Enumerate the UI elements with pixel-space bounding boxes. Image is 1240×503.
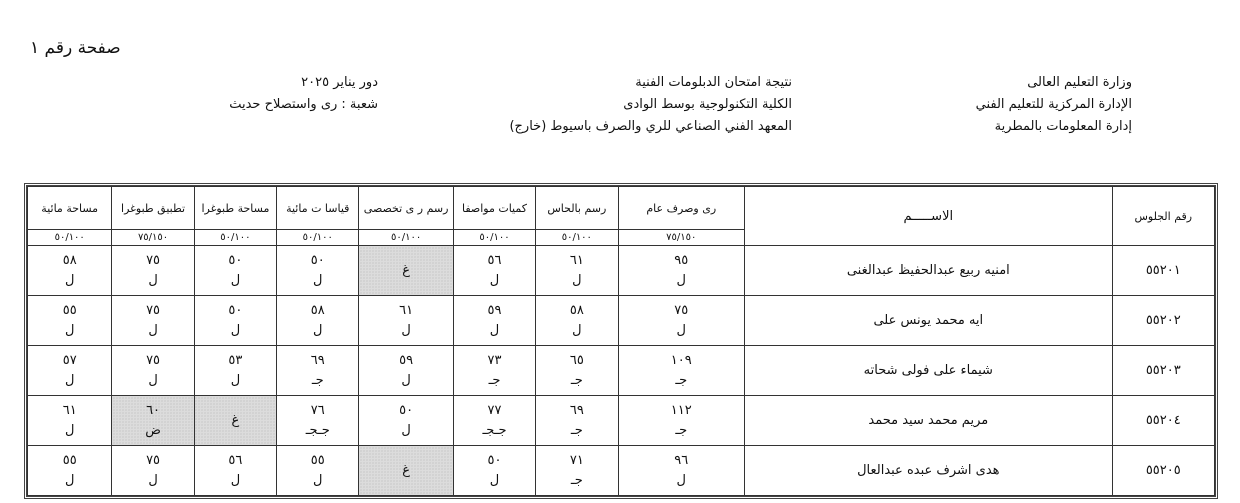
score-value: ١٠٩ bbox=[670, 352, 692, 368]
grade-letter: ل bbox=[676, 322, 686, 338]
central-administration: الإدارة المركزية للتعليم الفني bbox=[975, 97, 1132, 112]
subject-header: قياسا ت مائية bbox=[277, 187, 359, 230]
grade-cell bbox=[618, 296, 745, 346]
grade-letter: ل bbox=[64, 472, 75, 488]
max-marks-cell: ٥٠/١٠٠ bbox=[194, 230, 276, 246]
grade-content bbox=[536, 446, 617, 495]
subject-header: تطبيق طبوغرا bbox=[112, 187, 194, 230]
grade-letter: جـ bbox=[570, 472, 583, 488]
score-value: ٧٥ bbox=[146, 352, 161, 368]
grade-letter: ل bbox=[313, 272, 323, 288]
grade-cell bbox=[28, 246, 112, 296]
score-value: ٦٩ bbox=[569, 402, 584, 418]
grade-cell bbox=[277, 246, 359, 296]
score-value: ٥٦ bbox=[228, 452, 243, 468]
grade-cell bbox=[359, 296, 453, 346]
seat-number-cell: ٥٥٢٠٤ bbox=[1112, 396, 1214, 446]
division-name: شعبة : رى واستصلاح حديث bbox=[229, 97, 378, 112]
grade-content bbox=[536, 346, 617, 395]
grade-cell bbox=[28, 446, 112, 496]
grade-cell bbox=[112, 446, 194, 496]
grade-cell bbox=[194, 346, 276, 396]
seat-number-cell: ٥٥٢٠٣ bbox=[1112, 346, 1214, 396]
grade-content bbox=[28, 296, 111, 345]
grade-letter: ل bbox=[313, 322, 323, 338]
grade-letter: جـ bbox=[570, 422, 583, 438]
grade-content bbox=[359, 246, 452, 295]
subject-header: مساحة طبوغرا bbox=[194, 187, 276, 230]
grade-cell bbox=[277, 396, 359, 446]
institute-name: المعهد الفني الصناعي للري والصرف باسيوط (خارج) bbox=[509, 119, 792, 134]
seat-number-cell: ٥٥٢٠٢ bbox=[1112, 296, 1214, 346]
grade-cell bbox=[28, 296, 112, 346]
max-marks-cell: ٥٠/١٠٠ bbox=[277, 230, 359, 246]
grade-letter: ل bbox=[64, 272, 75, 288]
score-value: ٧٥ bbox=[146, 452, 161, 468]
score-value: ٩٥ bbox=[674, 252, 689, 268]
score-value: ٥٠ bbox=[310, 252, 325, 268]
grade-content bbox=[454, 346, 535, 395]
grade-letter: جـجـ bbox=[482, 422, 507, 438]
grade-letter: ل bbox=[572, 272, 582, 288]
grade-letter: ل bbox=[148, 372, 158, 388]
seat-number-cell: ٥٥٢٠٥ bbox=[1112, 446, 1214, 496]
grade-cell bbox=[618, 246, 745, 296]
grade-letter: ل bbox=[230, 272, 241, 288]
grade-content bbox=[619, 446, 745, 495]
grade-letter: جـ bbox=[488, 372, 501, 388]
table-row bbox=[28, 296, 1215, 346]
grade-letter: ض bbox=[145, 422, 161, 438]
grade-cell bbox=[194, 396, 276, 446]
grade-content bbox=[28, 396, 111, 445]
score-value: ٥٠ bbox=[228, 302, 243, 318]
grade-content bbox=[359, 446, 452, 495]
student-name-cell: امنيه ربيع عبدالحفيظ عبدالغنى bbox=[745, 246, 1113, 296]
score-value: ٥٩ bbox=[487, 302, 502, 318]
grade-content bbox=[112, 346, 193, 395]
score-value: ٥٠ bbox=[487, 452, 502, 468]
grade-content bbox=[619, 246, 745, 295]
grade-content bbox=[112, 396, 193, 445]
grade-letter: ل bbox=[64, 322, 75, 338]
grade-letter: ل bbox=[230, 322, 241, 338]
grade-content bbox=[619, 296, 745, 345]
grade-cell bbox=[453, 346, 535, 396]
grade-letter: ل bbox=[230, 472, 241, 488]
grade-cell bbox=[618, 446, 745, 496]
table-row bbox=[28, 246, 1215, 296]
grade-letter: ل bbox=[148, 472, 158, 488]
column-header-row bbox=[28, 187, 1215, 230]
exam-title: نتيجة امتحان الدبلومات الفنية bbox=[635, 75, 792, 90]
grade-cell bbox=[453, 446, 535, 496]
page-number: صفحة رقم ١ bbox=[30, 38, 121, 58]
grade-cell bbox=[112, 246, 194, 296]
max-marks-cell: ٥٠/١٠٠ bbox=[536, 230, 618, 246]
score-value: ٩٦ bbox=[674, 452, 689, 468]
grade-content bbox=[277, 346, 358, 395]
info-department: إدارة المعلومات بالمطرية bbox=[994, 119, 1132, 134]
grade-content bbox=[454, 396, 535, 445]
student-name-cell: مريم محمد سيد محمد bbox=[745, 396, 1113, 446]
table-row bbox=[28, 446, 1215, 496]
seat-number-cell: ٥٥٢٠١ bbox=[1112, 246, 1214, 296]
grade-letter: ل bbox=[489, 472, 500, 488]
score-value: ٧٥ bbox=[146, 252, 161, 268]
grade-content bbox=[454, 246, 535, 295]
grade-content bbox=[277, 296, 358, 345]
grade-cell bbox=[536, 246, 618, 296]
grade-content bbox=[28, 346, 111, 395]
score-value: ٦١ bbox=[62, 402, 77, 418]
grade-cell bbox=[453, 246, 535, 296]
results-table bbox=[27, 186, 1215, 496]
score-value: ١١٢ bbox=[670, 402, 692, 418]
score-value: ٧٧ bbox=[487, 402, 502, 418]
grade-letter: ل bbox=[64, 372, 75, 388]
score-value: ٥٩ bbox=[399, 352, 414, 368]
max-marks-cell: ٥٠/١٠٠ bbox=[28, 230, 112, 246]
score-value: ٧٥ bbox=[146, 302, 161, 318]
grade-cell bbox=[112, 396, 194, 446]
max-marks-cell: ٧٥/١٥٠ bbox=[618, 230, 745, 246]
ministry-header bbox=[832, 72, 1132, 138]
grade-cell bbox=[28, 396, 112, 446]
grade-cell bbox=[453, 396, 535, 446]
max-marks-cell: ٧٥/١٥٠ bbox=[112, 230, 194, 246]
college-name: الكلية التكنولوجية بوسط الوادى bbox=[623, 97, 792, 112]
score-value: ٦١ bbox=[399, 302, 414, 318]
grade-letter: غ bbox=[231, 412, 240, 428]
score-value: ٥٠ bbox=[228, 252, 243, 268]
grade-letter: ل bbox=[489, 272, 500, 288]
grade-cell bbox=[194, 246, 276, 296]
table-row bbox=[28, 346, 1215, 396]
exam-header bbox=[412, 72, 792, 138]
subject-header: رسم بالحاس bbox=[536, 187, 618, 230]
subject-header: كميات مواصفا bbox=[453, 187, 535, 230]
grade-cell bbox=[194, 296, 276, 346]
score-value: ٥٨ bbox=[310, 302, 325, 318]
grade-cell bbox=[112, 296, 194, 346]
grade-cell bbox=[359, 396, 453, 446]
score-value: ٧٥ bbox=[674, 302, 689, 318]
grade-letter: ل bbox=[401, 422, 411, 438]
grade-content bbox=[454, 446, 535, 495]
grade-cell bbox=[359, 346, 453, 396]
subject-header: مساحة مائية bbox=[28, 187, 112, 230]
exam-session: دور يناير ٢٠٢٥ bbox=[301, 75, 378, 90]
score-value: ٧١ bbox=[569, 452, 584, 468]
grade-content bbox=[536, 396, 617, 445]
score-value: ٥٨ bbox=[569, 302, 584, 318]
score-value: ٦٩ bbox=[310, 352, 325, 368]
grade-content bbox=[277, 446, 358, 495]
grade-cell bbox=[453, 296, 535, 346]
grade-content bbox=[28, 246, 111, 295]
grade-cell bbox=[194, 446, 276, 496]
grade-cell bbox=[277, 446, 359, 496]
grade-letter: ل bbox=[148, 272, 158, 288]
score-value: ٥٧ bbox=[62, 352, 77, 368]
grade-letter: ل bbox=[230, 372, 241, 388]
name-header: الاســـــم bbox=[745, 187, 1113, 246]
grade-letter: ل bbox=[676, 472, 686, 488]
grade-content bbox=[112, 296, 193, 345]
student-name-cell: ايه محمد يونس على bbox=[745, 296, 1113, 346]
grade-letter: ل bbox=[489, 322, 500, 338]
grade-cell bbox=[112, 346, 194, 396]
grade-letter: ل bbox=[572, 322, 582, 338]
grade-cell bbox=[536, 396, 618, 446]
grade-cell bbox=[536, 346, 618, 396]
grade-content bbox=[359, 396, 452, 445]
grade-cell bbox=[277, 346, 359, 396]
grade-cell bbox=[359, 446, 453, 496]
max-marks-cell: ٥٠/١٠٠ bbox=[359, 230, 453, 246]
grade-content bbox=[359, 346, 452, 395]
score-value: ٧٦ bbox=[310, 402, 325, 418]
grade-letter: جـ bbox=[311, 372, 324, 388]
student-name-cell: هدى اشرف عبده عبدالعال bbox=[745, 446, 1113, 496]
score-value: ٥٥ bbox=[62, 452, 77, 468]
grade-letter: غ bbox=[402, 262, 410, 278]
table-row bbox=[28, 396, 1215, 446]
grade-content bbox=[195, 446, 276, 495]
grade-cell bbox=[536, 296, 618, 346]
grade-content bbox=[195, 296, 276, 345]
grade-letter: جـ bbox=[675, 422, 688, 438]
grade-cell bbox=[618, 346, 745, 396]
grade-cell bbox=[28, 346, 112, 396]
grade-content bbox=[277, 396, 358, 445]
score-value: ٦٥ bbox=[569, 352, 584, 368]
grade-letter: جـ bbox=[570, 372, 583, 388]
grade-letter: ل bbox=[148, 322, 158, 338]
max-marks-cell: ٥٠/١٠٠ bbox=[453, 230, 535, 246]
grade-content bbox=[454, 296, 535, 345]
ministry-name: وزارة التعليم العالى bbox=[1027, 75, 1132, 90]
grade-letter: ل bbox=[313, 472, 323, 488]
score-value: ٦٠ bbox=[146, 402, 161, 418]
grade-content bbox=[359, 296, 452, 345]
score-value: ٧٣ bbox=[487, 352, 502, 368]
grade-letter: غ bbox=[402, 462, 410, 478]
grade-content bbox=[619, 396, 745, 445]
score-value: ٦١ bbox=[569, 252, 584, 268]
grade-letter: جـ bbox=[675, 372, 688, 388]
grade-content bbox=[112, 446, 193, 495]
grade-cell bbox=[618, 396, 745, 446]
subject-header: رى وصرف عام bbox=[618, 187, 745, 230]
grade-content bbox=[195, 396, 276, 445]
grade-letter: ل bbox=[401, 322, 411, 338]
grade-letter: جـجـ bbox=[305, 422, 330, 438]
grade-content bbox=[195, 346, 276, 395]
grade-content bbox=[536, 246, 617, 295]
grade-content bbox=[277, 246, 358, 295]
grade-cell bbox=[277, 296, 359, 346]
score-value: ٥٣ bbox=[228, 352, 243, 368]
results-table-frame bbox=[24, 183, 1218, 499]
score-value: ٥٥ bbox=[62, 302, 77, 318]
score-value: ٥٦ bbox=[487, 252, 502, 268]
grade-cell bbox=[536, 446, 618, 496]
student-name-cell: شيماء على فولى شحاته bbox=[745, 346, 1113, 396]
grade-letter: ل bbox=[676, 272, 686, 288]
grade-content bbox=[619, 346, 745, 395]
seat-number-header: رقم الجلوس bbox=[1112, 187, 1214, 246]
score-value: ٥٠ bbox=[399, 402, 414, 418]
grade-cell bbox=[359, 246, 453, 296]
grade-content bbox=[28, 446, 111, 495]
score-value: ٥٥ bbox=[310, 452, 325, 468]
results-body bbox=[28, 246, 1215, 496]
grade-letter: ل bbox=[64, 422, 75, 438]
subject-header: رسم ر ى تخصصى bbox=[359, 187, 453, 230]
grade-content bbox=[112, 246, 193, 295]
score-value: ٥٨ bbox=[62, 252, 77, 268]
grade-content bbox=[536, 296, 617, 345]
session-header bbox=[158, 72, 378, 116]
grade-content bbox=[195, 246, 276, 295]
grade-letter: ل bbox=[401, 372, 411, 388]
